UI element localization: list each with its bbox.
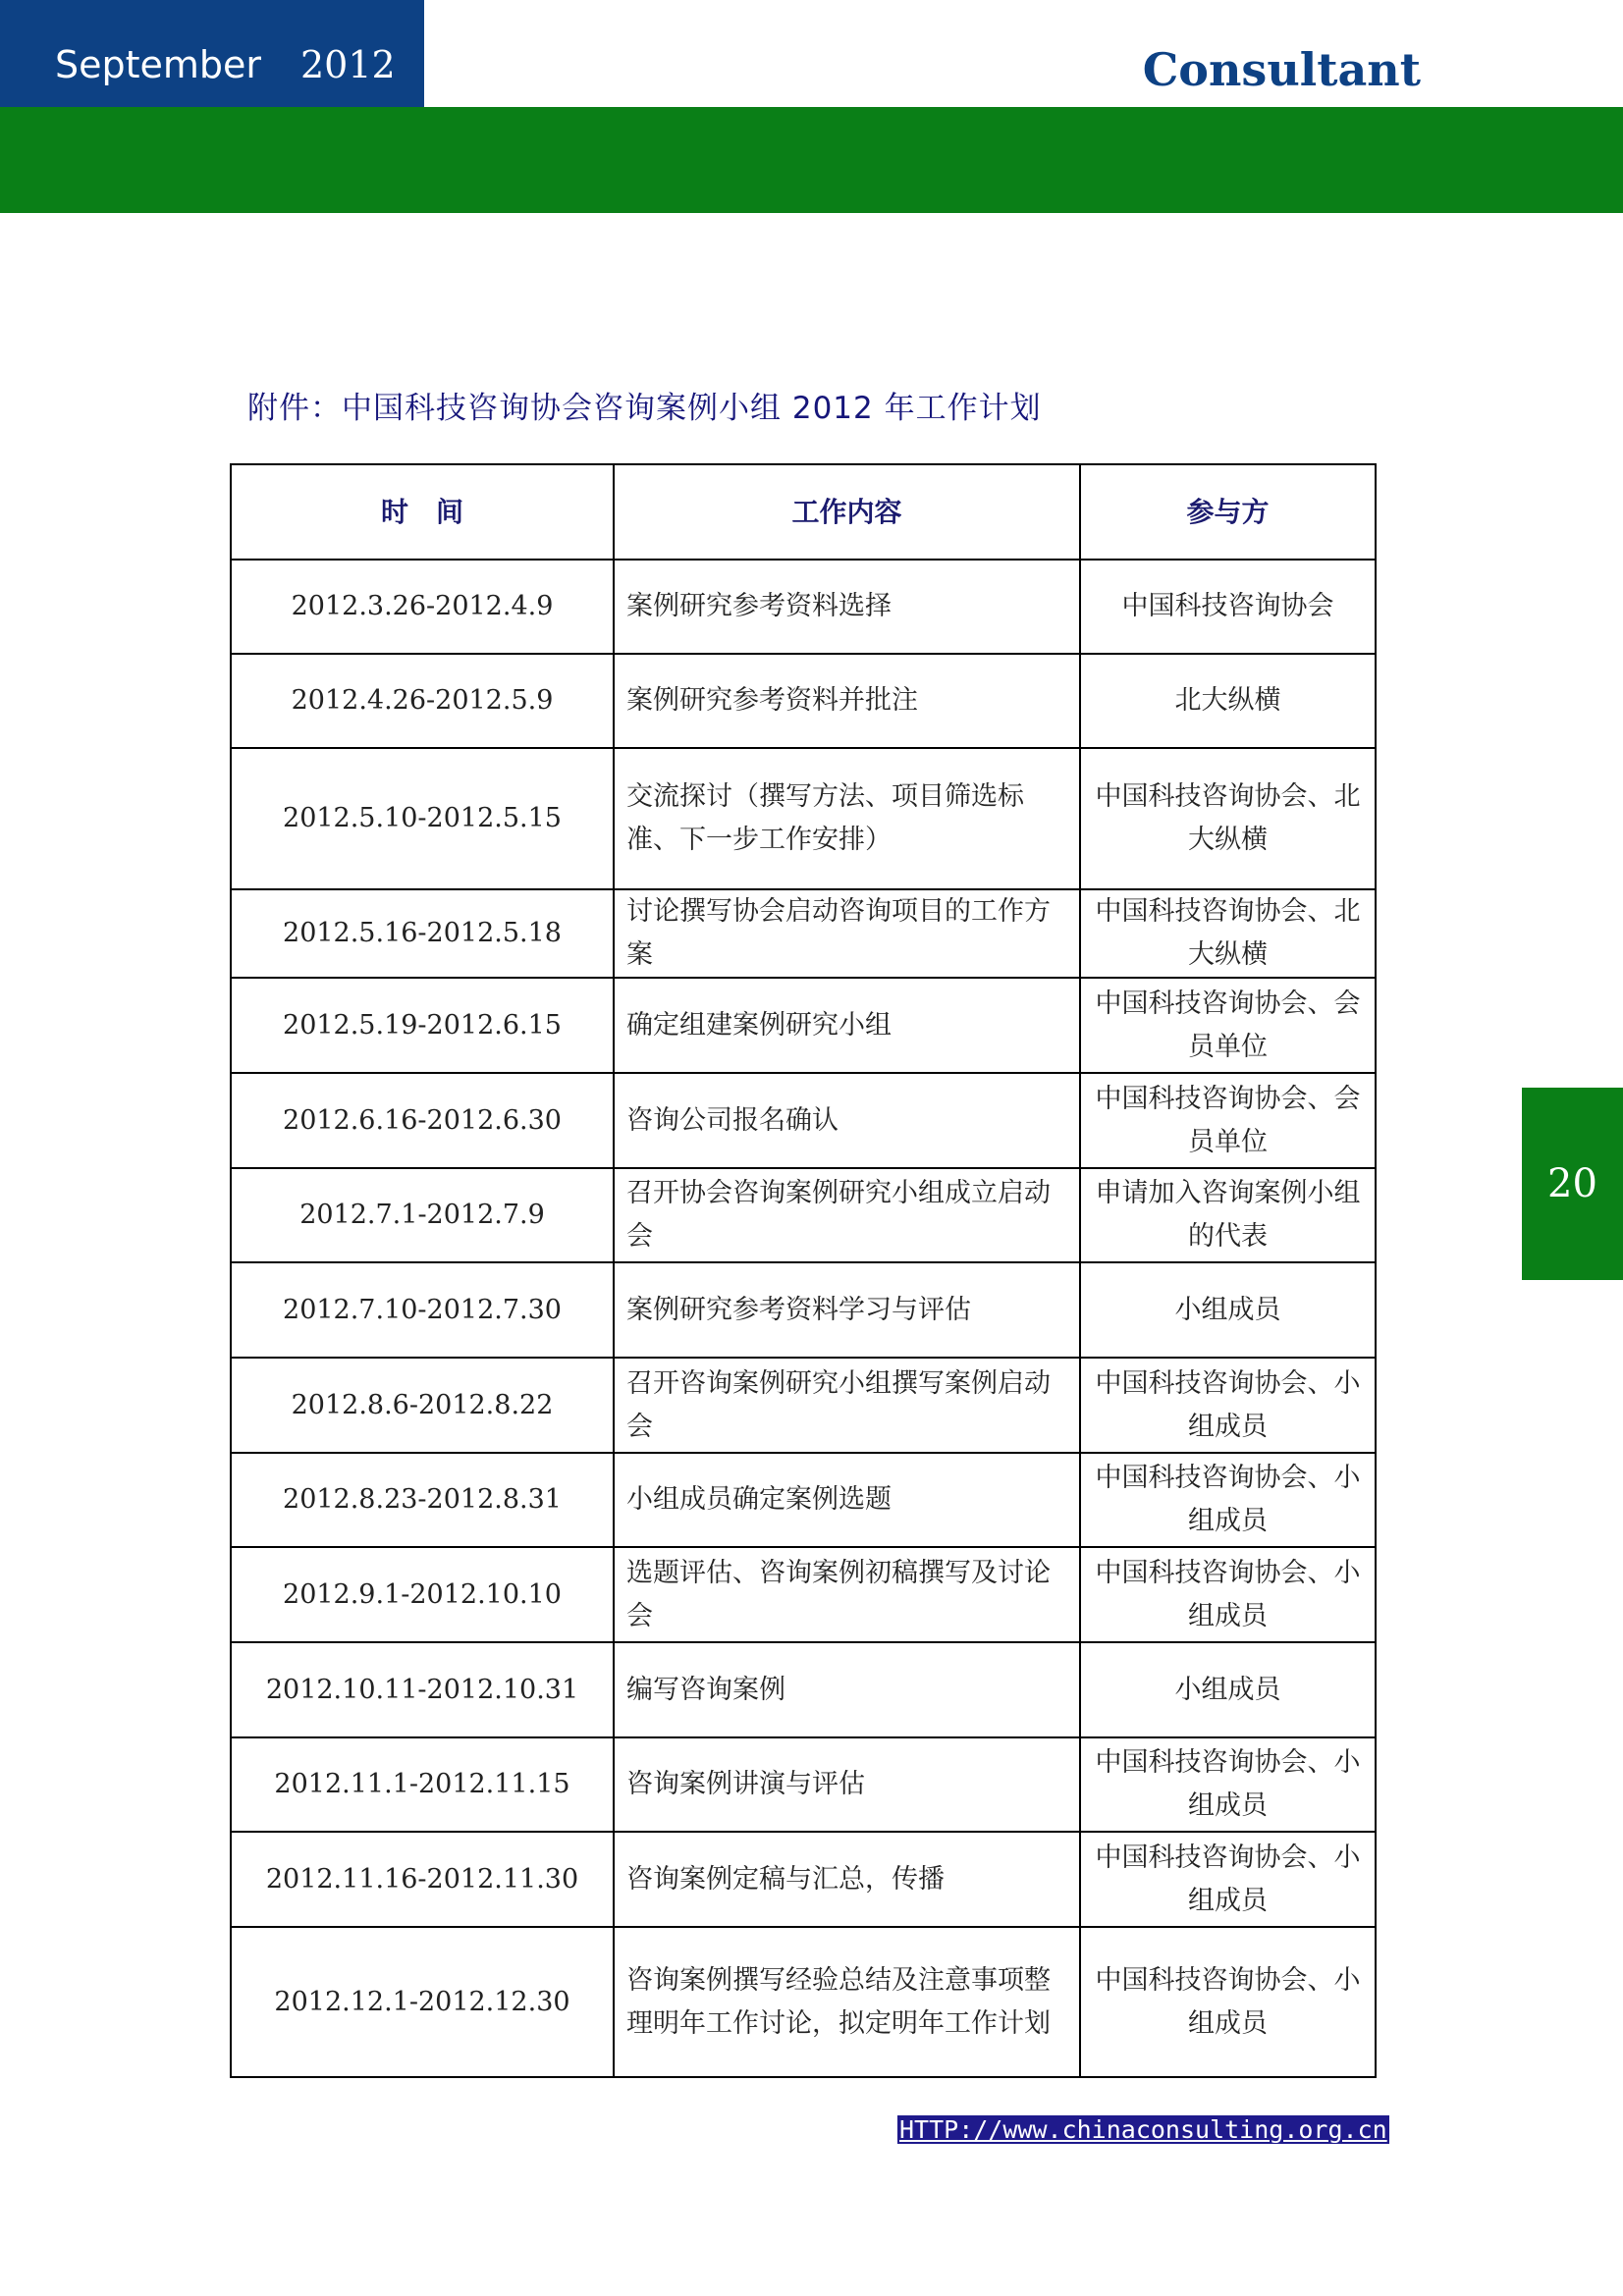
row-work-content: 选题评估、咨询案例初稿撰写及讨论会 — [614, 1547, 1080, 1642]
row-participants: 中国科技咨询协会、小组成员 — [1080, 1927, 1376, 2077]
table-row — [231, 1737, 1376, 1832]
table-row — [231, 1453, 1376, 1547]
table-row — [231, 748, 1376, 889]
row-date: 2012.10.11-2012.10.31 — [231, 1642, 614, 1737]
row-date: 2012.11.16-2012.11.30 — [231, 1832, 614, 1927]
row-work-content: 咨询案例撰写经验总结及注意事项整理明年工作讨论，拟定明年工作计划 — [614, 1927, 1080, 2077]
document-title: 附件：中国科技咨询协会咨询案例小组 2012 年工作计划 — [247, 391, 1042, 426]
row-participants: 申请加入咨询案例小组的代表 — [1080, 1168, 1376, 1262]
row-work-content: 案例研究参考资料学习与评估 — [614, 1262, 1080, 1358]
table-row — [231, 1262, 1376, 1358]
row-participants: 中国科技咨询协会、小组成员 — [1080, 1358, 1376, 1453]
magazine-name: Consultant — [1142, 43, 1421, 96]
row-participants: 中国科技咨询协会、小组成员 — [1080, 1737, 1376, 1832]
issue-year: 2012 — [300, 43, 396, 86]
work-plan-table — [230, 463, 1377, 2078]
table-row — [231, 1547, 1376, 1642]
row-work-content: 讨论撰写协会启动咨询项目的工作方案 — [614, 889, 1080, 978]
row-date: 2012.4.26-2012.5.9 — [231, 654, 614, 748]
table-row — [231, 1927, 1376, 2077]
table-header-row — [231, 464, 1376, 560]
row-participants: 中国科技咨询协会、小组成员 — [1080, 1832, 1376, 1927]
row-participants: 中国科技咨询协会、会员单位 — [1080, 978, 1376, 1073]
table-row — [231, 1168, 1376, 1262]
row-date: 2012.7.1-2012.7.9 — [231, 1168, 614, 1262]
row-work-content: 召开咨询案例研究小组撰写案例启动会 — [614, 1358, 1080, 1453]
row-participants: 中国科技咨询协会、小组成员 — [1080, 1453, 1376, 1547]
table-row — [231, 889, 1376, 978]
row-work-content: 案例研究参考资料选择 — [614, 560, 1080, 654]
row-work-content: 咨询公司报名确认 — [614, 1073, 1080, 1168]
table-row — [231, 1642, 1376, 1737]
row-date: 2012.5.19-2012.6.15 — [231, 978, 614, 1073]
row-participants: 中国科技咨询协会、北大纵横 — [1080, 748, 1376, 889]
row-date: 2012.8.23-2012.8.31 — [231, 1453, 614, 1547]
row-date: 2012.8.6-2012.8.22 — [231, 1358, 614, 1453]
row-work-content: 召开协会咨询案例研究小组成立启动会 — [614, 1168, 1080, 1262]
row-work-content: 咨询案例定稿与汇总，传播 — [614, 1832, 1080, 1927]
table-row — [231, 1073, 1376, 1168]
table-row — [231, 978, 1376, 1073]
row-work-content: 确定组建案例研究小组 — [614, 978, 1080, 1073]
page-number: 20 — [1547, 1161, 1597, 1206]
table-row — [231, 560, 1376, 654]
header-green-band — [0, 107, 1623, 213]
row-work-content: 案例研究参考资料并批注 — [614, 654, 1080, 748]
table-row — [231, 1358, 1376, 1453]
row-participants: 中国科技咨询协会、会员单位 — [1080, 1073, 1376, 1168]
header-issue-block — [0, 0, 424, 107]
row-work-content: 小组成员确定案例选题 — [614, 1453, 1080, 1547]
row-date: 2012.9.1-2012.10.10 — [231, 1547, 614, 1642]
row-participants: 中国科技咨询协会、小组成员 — [1080, 1547, 1376, 1642]
row-date: 2012.6.16-2012.6.30 — [231, 1073, 614, 1168]
row-participants: 北大纵横 — [1080, 654, 1376, 748]
row-work-content: 编写咨询案例 — [614, 1642, 1080, 1737]
table-body — [231, 560, 1376, 2077]
row-participants: 小组成员 — [1080, 1642, 1376, 1737]
row-date: 2012.12.1-2012.12.30 — [231, 1927, 614, 2077]
row-date: 2012.5.16-2012.5.18 — [231, 889, 614, 978]
table-row — [231, 1832, 1376, 1927]
row-participants: 中国科技咨询协会、北大纵横 — [1080, 889, 1376, 978]
row-date: 2012.11.1-2012.11.15 — [231, 1737, 614, 1832]
row-participants: 中国科技咨询协会 — [1080, 560, 1376, 654]
footer-url-link[interactable]: HTTP://www.chinaconsulting.org.cn — [899, 2115, 1387, 2144]
row-date: 2012.7.10-2012.7.30 — [231, 1262, 614, 1358]
page-number-tab — [1522, 1088, 1623, 1280]
header-time: 时 间 — [231, 464, 614, 560]
row-date: 2012.3.26-2012.4.9 — [231, 560, 614, 654]
issue-month: September — [55, 43, 262, 86]
row-date: 2012.5.10-2012.5.15 — [231, 748, 614, 889]
header-work-content: 工作内容 — [614, 464, 1080, 560]
row-work-content: 交流探讨（撰写方法、项目筛选标准、下一步工作安排） — [614, 748, 1080, 889]
header-participants: 参与方 — [1080, 464, 1376, 560]
row-work-content: 咨询案例讲演与评估 — [614, 1737, 1080, 1832]
row-participants: 小组成员 — [1080, 1262, 1376, 1358]
table-row — [231, 654, 1376, 748]
